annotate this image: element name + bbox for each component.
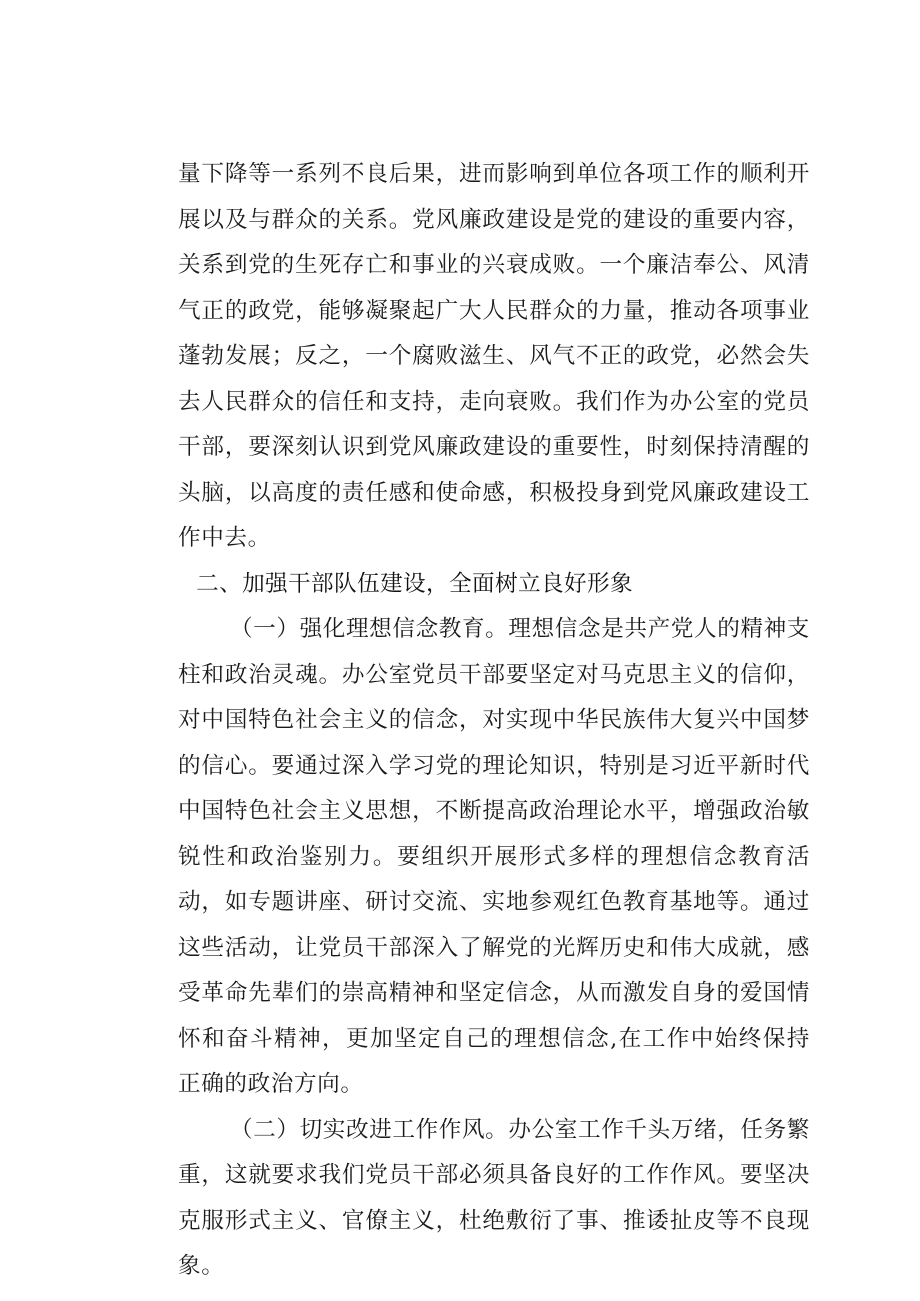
section-heading: 二、加强干部队伍建设，全面树立良好形象	[196, 570, 633, 597]
paragraph-continuation: 量下降等一系列不良后果，进而影响到单位各项工作的顺利开展以及与群众的关系。党风廉政建设是党的建设的重要内容，关系到党的生死存亡和事业的兴衰成败。一个廉洁奉公、风清气正的政党，能够凝聚起广大人民群众的力量，推动各项事业蓬勃发展；反之，一个腐败滋生、风气不正的政党，必然会失去人民群众的信任和支持，走向衰败。我们作为办公室的党员干部，要深刻认识到党风廉政建设的重要性，时刻保持清醒的头脑，以高度的责任感和使命感，积极投身到党风廉政建设工作中去。	[178, 161, 810, 551]
document-body	[178, 152, 810, 1290]
paragraph-ideals-education: （一）强化理想信念教育。理想信念是共产党人的精神支柱和政治灵魂。办公室党员干部要坚定对马克思主义的信仰，对中国特色社会主义的信念，对实现中华民族伟大复兴中国梦的信心。要通过深入学习党的理论知识，特别是习近平新时代中国特色社会主义思想，不断提高政治理论水平，增强政治敏锐性和政治鉴别力。要组织开展形式多样的理想信念教育活动，如专题讲座、研讨交流、实地参观红色教育基地等。通过这些活动，让党员干部深入了解党的光辉历史和伟大成就，感受革命先辈们的崇高精神和坚定信念，从而激发自身的爱国情怀和奋斗精神，更加坚定自己的理想信念,在工作中始终保持正确的政治方向。	[178, 616, 810, 1097]
paragraph-work-style: （二）切实改进工作作风。办公室工作千头万绪，任务繁重，这就要求我们党员干部必须具备良好的工作作风。要坚决克服形式主义、官僚主义，杜绝敷衍了事、推诿扯皮等不良现象。	[178, 1116, 810, 1279]
